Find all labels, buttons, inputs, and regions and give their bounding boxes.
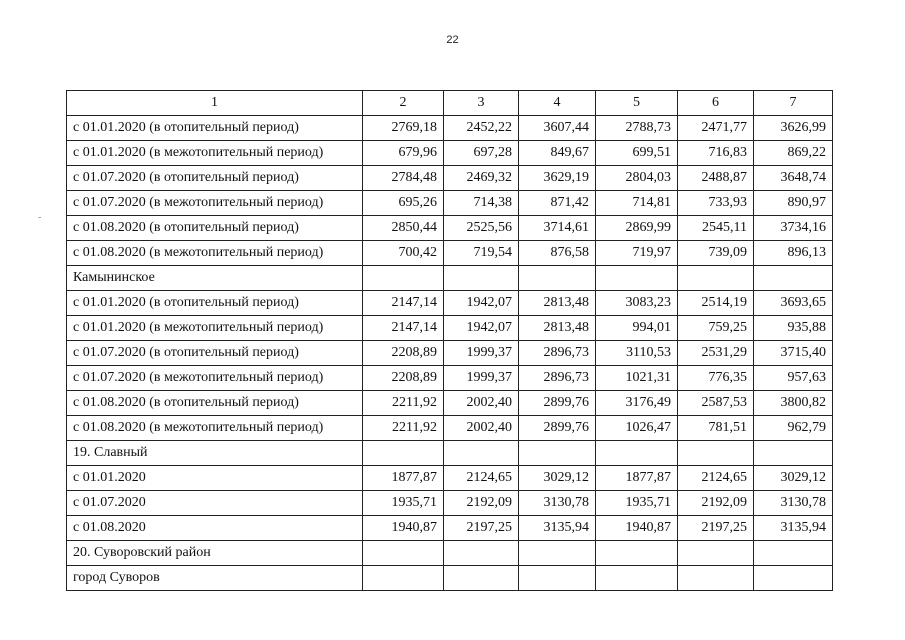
value-cell-col-2: 2147,14	[363, 316, 444, 341]
header-cell-3: 3	[444, 91, 519, 116]
value-cell-col-3	[444, 541, 519, 566]
value-cell-col-6: 2587,53	[678, 391, 754, 416]
table-row	[67, 316, 833, 341]
value-cell-col-7: 3715,40	[754, 341, 833, 366]
value-cell-col-5	[596, 266, 678, 291]
row-label-cell: с 01.07.2020 (в межотопительный период)	[67, 366, 363, 391]
table-row	[67, 266, 833, 291]
value-cell-col-6: 2124,65	[678, 466, 754, 491]
value-cell-col-5: 1877,87	[596, 466, 678, 491]
row-label-cell: с 01.01.2020 (в межотопительный период)	[67, 141, 363, 166]
value-cell-col-6	[678, 541, 754, 566]
table-row	[67, 566, 833, 591]
value-cell-col-5: 2869,99	[596, 216, 678, 241]
value-cell-col-4	[519, 541, 596, 566]
table-row	[67, 241, 833, 266]
table-header-row	[67, 91, 833, 116]
value-cell-col-2	[363, 266, 444, 291]
table-row	[67, 116, 833, 141]
value-cell-col-3: 2002,40	[444, 391, 519, 416]
value-cell-col-6: 2545,11	[678, 216, 754, 241]
value-cell-col-5: 1940,87	[596, 516, 678, 541]
value-cell-col-4	[519, 266, 596, 291]
value-cell-col-2	[363, 441, 444, 466]
value-cell-col-2: 2784,48	[363, 166, 444, 191]
value-cell-col-4: 871,42	[519, 191, 596, 216]
row-label-cell: с 01.07.2020 (в отопительный период)	[67, 166, 363, 191]
value-cell-col-3: 2469,32	[444, 166, 519, 191]
value-cell-col-6: 733,93	[678, 191, 754, 216]
row-label-cell: 19. Славный	[67, 441, 363, 466]
value-cell-col-5: 699,51	[596, 141, 678, 166]
header-cell-4: 4	[519, 91, 596, 116]
value-cell-col-2: 2769,18	[363, 116, 444, 141]
value-cell-col-4: 2896,73	[519, 366, 596, 391]
value-cell-col-2: 2850,44	[363, 216, 444, 241]
table-row	[67, 516, 833, 541]
value-cell-col-5: 719,97	[596, 241, 678, 266]
value-cell-col-5	[596, 441, 678, 466]
row-label-cell: с 01.01.2020 (в отопительный период)	[67, 291, 363, 316]
value-cell-col-6: 776,35	[678, 366, 754, 391]
value-cell-col-2: 2208,89	[363, 341, 444, 366]
value-cell-col-5: 2788,73	[596, 116, 678, 141]
header-cell-6: 6	[678, 91, 754, 116]
table-row	[67, 391, 833, 416]
row-label-cell: с 01.08.2020 (в отопительный период)	[67, 391, 363, 416]
value-cell-col-5: 3110,53	[596, 341, 678, 366]
value-cell-col-7: 957,63	[754, 366, 833, 391]
value-cell-col-7	[754, 541, 833, 566]
value-cell-col-7: 3130,78	[754, 491, 833, 516]
value-cell-col-7	[754, 441, 833, 466]
value-cell-col-7: 869,22	[754, 141, 833, 166]
value-cell-col-4: 2896,73	[519, 341, 596, 366]
value-cell-col-6: 781,51	[678, 416, 754, 441]
value-cell-col-4: 3029,12	[519, 466, 596, 491]
value-cell-col-3	[444, 566, 519, 591]
value-cell-col-7	[754, 566, 833, 591]
value-cell-col-6: 2531,29	[678, 341, 754, 366]
table-row	[67, 141, 833, 166]
value-cell-col-2: 2211,92	[363, 391, 444, 416]
value-cell-col-4	[519, 441, 596, 466]
margin-mark: -	[38, 212, 42, 223]
value-cell-col-3: 1999,37	[444, 341, 519, 366]
tariff-table	[66, 90, 833, 591]
table-row	[67, 216, 833, 241]
value-cell-col-2: 2211,92	[363, 416, 444, 441]
row-label-cell: с 01.08.2020	[67, 516, 363, 541]
row-label-cell: с 01.07.2020 (в межотопительный период)	[67, 191, 363, 216]
row-label-cell: с 01.01.2020 (в межотопительный период)	[67, 316, 363, 341]
value-cell-col-6: 2514,19	[678, 291, 754, 316]
row-label-cell: город Суворов	[67, 566, 363, 591]
row-label-cell: с 01.07.2020 (в отопительный период)	[67, 341, 363, 366]
value-cell-col-5: 1935,71	[596, 491, 678, 516]
row-label-cell: с 01.08.2020 (в межотопительный период)	[67, 241, 363, 266]
value-cell-col-4: 2899,76	[519, 416, 596, 441]
value-cell-col-2	[363, 541, 444, 566]
value-cell-col-4: 3135,94	[519, 516, 596, 541]
value-cell-col-3: 1999,37	[444, 366, 519, 391]
value-cell-col-7: 3626,99	[754, 116, 833, 141]
value-cell-col-6: 759,25	[678, 316, 754, 341]
value-cell-col-4: 849,67	[519, 141, 596, 166]
value-cell-col-3: 1942,07	[444, 316, 519, 341]
table-row	[67, 341, 833, 366]
value-cell-col-6	[678, 266, 754, 291]
value-cell-col-7: 3135,94	[754, 516, 833, 541]
table-body	[67, 91, 833, 591]
row-label-cell: 20. Суворовский район	[67, 541, 363, 566]
value-cell-col-5: 3176,49	[596, 391, 678, 416]
value-cell-col-3: 697,28	[444, 141, 519, 166]
value-cell-col-4: 2813,48	[519, 316, 596, 341]
value-cell-col-2: 700,42	[363, 241, 444, 266]
value-cell-col-7: 3693,65	[754, 291, 833, 316]
value-cell-col-4: 2899,76	[519, 391, 596, 416]
value-cell-col-2: 679,96	[363, 141, 444, 166]
table-row	[67, 491, 833, 516]
value-cell-col-6: 2192,09	[678, 491, 754, 516]
header-cell-7: 7	[754, 91, 833, 116]
value-cell-col-6: 739,09	[678, 241, 754, 266]
value-cell-col-7: 890,97	[754, 191, 833, 216]
value-cell-col-6	[678, 441, 754, 466]
value-cell-col-5	[596, 541, 678, 566]
value-cell-col-4: 3714,61	[519, 216, 596, 241]
table-row	[67, 466, 833, 491]
value-cell-col-2: 695,26	[363, 191, 444, 216]
value-cell-col-5: 1021,31	[596, 366, 678, 391]
row-label-cell: с 01.08.2020 (в отопительный период)	[67, 216, 363, 241]
value-cell-col-2: 2147,14	[363, 291, 444, 316]
value-cell-col-6: 716,83	[678, 141, 754, 166]
value-cell-col-4: 3607,44	[519, 116, 596, 141]
value-cell-col-2: 1935,71	[363, 491, 444, 516]
value-cell-col-4: 3629,19	[519, 166, 596, 191]
table-row	[67, 291, 833, 316]
row-label-cell: Камынинское	[67, 266, 363, 291]
value-cell-col-3	[444, 441, 519, 466]
value-cell-col-3: 2124,65	[444, 466, 519, 491]
value-cell-col-2	[363, 566, 444, 591]
value-cell-col-2: 1877,87	[363, 466, 444, 491]
header-cell-2: 2	[363, 91, 444, 116]
value-cell-col-3: 2197,25	[444, 516, 519, 541]
value-cell-col-2: 1940,87	[363, 516, 444, 541]
value-cell-col-5	[596, 566, 678, 591]
row-label-cell: с 01.08.2020 (в межотопительный период)	[67, 416, 363, 441]
value-cell-col-5: 714,81	[596, 191, 678, 216]
value-cell-col-5: 1026,47	[596, 416, 678, 441]
value-cell-col-7: 3029,12	[754, 466, 833, 491]
table-row	[67, 541, 833, 566]
value-cell-col-4: 876,58	[519, 241, 596, 266]
value-cell-col-6: 2197,25	[678, 516, 754, 541]
value-cell-col-5: 994,01	[596, 316, 678, 341]
value-cell-col-7: 3734,16	[754, 216, 833, 241]
row-label-cell: с 01.07.2020	[67, 491, 363, 516]
table-row	[67, 191, 833, 216]
value-cell-col-3: 2452,22	[444, 116, 519, 141]
value-cell-col-2: 2208,89	[363, 366, 444, 391]
value-cell-col-4	[519, 566, 596, 591]
value-cell-col-5: 3083,23	[596, 291, 678, 316]
value-cell-col-3: 719,54	[444, 241, 519, 266]
value-cell-col-6: 2488,87	[678, 166, 754, 191]
value-cell-col-7: 3648,74	[754, 166, 833, 191]
value-cell-col-7: 896,13	[754, 241, 833, 266]
value-cell-col-4: 3130,78	[519, 491, 596, 516]
value-cell-col-3: 2525,56	[444, 216, 519, 241]
value-cell-col-6: 2471,77	[678, 116, 754, 141]
table-row	[67, 166, 833, 191]
value-cell-col-3: 2192,09	[444, 491, 519, 516]
header-cell-5: 5	[596, 91, 678, 116]
value-cell-col-4: 2813,48	[519, 291, 596, 316]
value-cell-col-3: 2002,40	[444, 416, 519, 441]
value-cell-col-3	[444, 266, 519, 291]
row-label-cell: с 01.01.2020	[67, 466, 363, 491]
value-cell-col-5: 2804,03	[596, 166, 678, 191]
table-row	[67, 416, 833, 441]
value-cell-col-3: 1942,07	[444, 291, 519, 316]
value-cell-col-7: 935,88	[754, 316, 833, 341]
value-cell-col-7: 3800,82	[754, 391, 833, 416]
table-row	[67, 441, 833, 466]
page-number: 22	[446, 34, 459, 46]
row-label-cell: с 01.01.2020 (в отопительный период)	[67, 116, 363, 141]
value-cell-col-6	[678, 566, 754, 591]
value-cell-col-7: 962,79	[754, 416, 833, 441]
value-cell-col-7	[754, 266, 833, 291]
value-cell-col-3: 714,38	[444, 191, 519, 216]
table-row	[67, 366, 833, 391]
header-cell-1: 1	[67, 91, 363, 116]
